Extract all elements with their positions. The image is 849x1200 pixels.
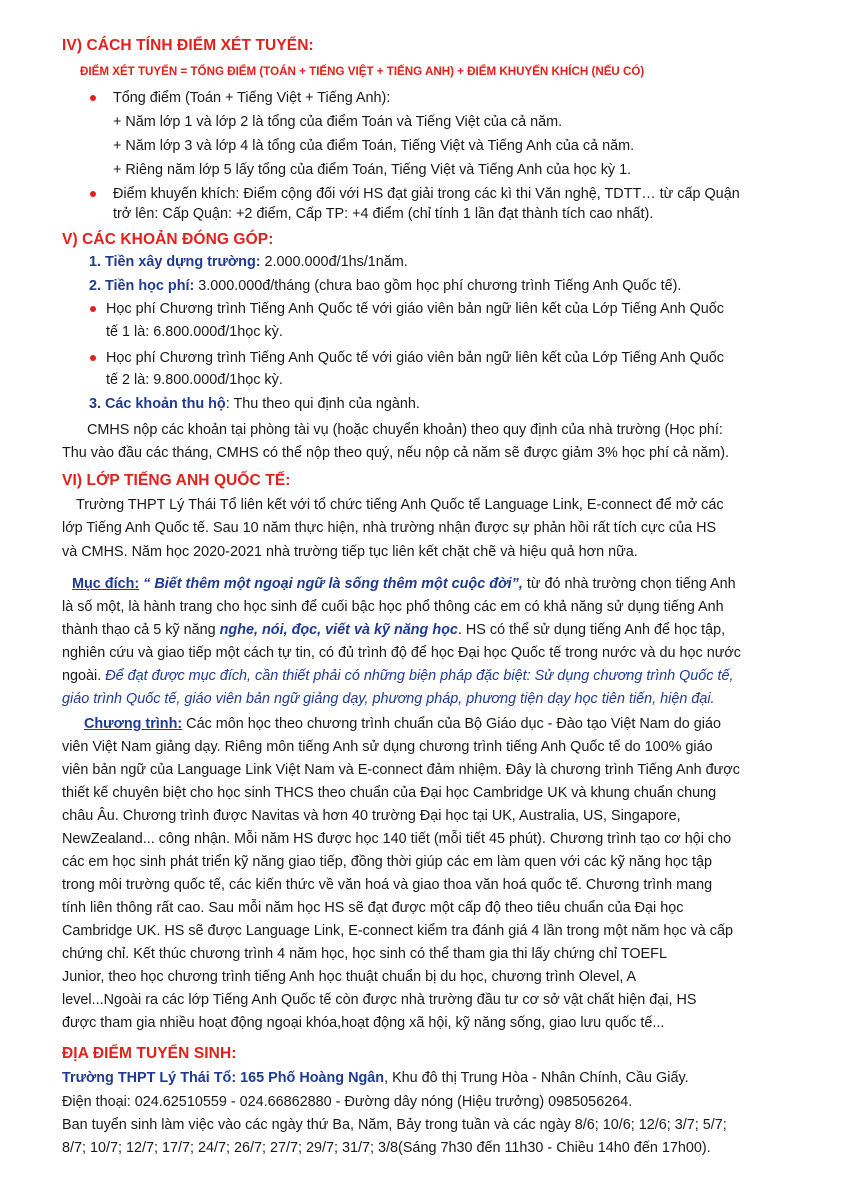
- venue-schedule-line: Ban tuyển sinh làm việc vào các ngày thứ Ba, Năm, Bảy trong tuần và các ngày 8/6; 10/6; 12/6; 3/7; 5/7;: [62, 1117, 727, 1133]
- fee-label: 1. Tiền xây dựng trường:: [89, 254, 261, 270]
- purpose-text: thành thạo cả 5 kỹ năng: [62, 622, 220, 638]
- section-4-heading: IV) CÁCH TÍNH ĐIỂM XÉT TUYỂN:: [62, 37, 314, 54]
- intl-intro-line: Trường THPT Lý Thái Tổ liên kết với tổ chức tiếng Anh Quốc tế Language Link, E-connect để mở các: [76, 497, 724, 513]
- purpose-label: Mục đích:: [72, 576, 140, 592]
- fee-item-collections: [89, 394, 420, 414]
- purpose-skills: nghe, nói, đọc, viết và kỹ năng học: [219, 622, 458, 638]
- program-line: [84, 714, 721, 734]
- intl-intro-line: lớp Tiếng Anh Quốc tế. Sau 10 năm thực hiện, nhà trường nhận được sự phản hồi rất tích cực của HS: [62, 520, 717, 536]
- total-score-item: + Năm lớp 1 và lớp 2 là tổng của điểm Toán và Tiếng Việt của cả năm.: [113, 114, 563, 130]
- program-line: viên Việt Nam giảng dạy. Riêng môn tiếng Anh sử dụng chương trình tiếng Anh Quốc tế do 100% giáo: [62, 739, 713, 755]
- bullet-icon: [90, 306, 96, 312]
- program-line: NewZealand... công nhận. Mỗi năm HS được học 140 tiết (mỗi tiết 45 phút). Chương trình tạo cơ hội cho: [62, 831, 732, 847]
- program-line: trong môi trường quốc tế, các kiến thức về văn hoá và giao thoa văn hoá quốc tế. Chương trình mang: [62, 877, 713, 893]
- total-score-item: + Năm lớp 3 và lớp 4 là tổng của điểm Toán, Tiếng Việt và Tiếng Anh của cả năm.: [113, 138, 635, 154]
- school-name: Trường THPT Lý Thái Tổ: 165 Phố Hoàng Ngân: [62, 1070, 385, 1086]
- purpose-text: . HS có thể sử dụng tiếng Anh để học tập,: [457, 622, 726, 638]
- purpose-line: [72, 574, 736, 594]
- bullet-icon: [90, 95, 96, 101]
- program-label: Chương trình:: [84, 716, 183, 732]
- program-line: được tham gia nhiều hoạt động ngoại khóa,hoạt động xã hội, kỹ năng sống, giao lưu quốc tế...: [62, 1015, 665, 1031]
- bonus-score-line: Điểm khuyến khích: Điểm cộng đối với HS đạt giải trong các kì thi Văn nghệ, TDTT… từ cấp Quận: [113, 186, 740, 202]
- bullet-icon: [90, 355, 96, 361]
- payment-note-line: Thu vào đầu các tháng, CMHS có thể nộp theo quý, nếu nộp cả năm sẽ được giảm 3% học phí cả năm).: [62, 445, 730, 461]
- bonus-score-line: trở lên: Cấp Quận: +2 điểm, Cấp TP: +4 điểm (chỉ tính 1 lần đạt thành tích cao nhất).: [113, 206, 654, 222]
- program-line: chứng chỉ. Kết thúc chương trình 4 năm học, học sinh có thể tham gia thi lấy chứng chỉ TOEFL: [62, 946, 667, 962]
- venue-heading: ĐỊA ĐIỂM TUYỂN SINH:: [62, 1045, 237, 1062]
- score-formula: ĐIỂM XÉT TUYỂN = TỔNG ĐIỂM (TOÁN + TIẾNG VIỆT + TIẾNG ANH) + ĐIỂM KHUYẾN KHÍCH (NẾU CÓ): [80, 65, 645, 78]
- fee-label: 2. Tiền học phí:: [89, 278, 195, 294]
- program-line: các em học sinh phát triển kỹ năng giao tiếp, đồng thời giúp các em làm quen với các kỹ năng học tập: [62, 854, 713, 870]
- program-line: Cambridge UK. HS sẽ được Language Link, E-connect kiểm tra đánh giá 4 lần trong một năm học và cấp: [62, 923, 734, 939]
- purpose-text: từ đó nhà trường chọn tiếng Anh: [522, 576, 736, 592]
- intl-fee-2-line: Học phí Chương trình Tiếng Anh Quốc tế với giáo viên bản ngữ liên kết của Lớp Tiếng Anh Quốc: [106, 350, 724, 366]
- venue-address: [62, 1068, 689, 1088]
- intl-intro-line: và CMHS. Năm học 2020-2021 nhà trường tiếp tục liên kết chặt chẽ và hiệu quả hơn nữa.: [62, 544, 638, 560]
- program-line: thiết kế chuyên biệt cho học sinh THCS theo chuẩn của Đại học Cambridge UK và khung chuẩn chung: [62, 785, 717, 801]
- payment-note-line: CMHS nộp các khoản tại phòng tài vụ (hoặc chuyển khoản) theo quy định của nhà trường (Học phí:: [87, 422, 723, 438]
- section-6-heading: VI) LỚP TIẾNG ANH QUỐC TẾ:: [62, 472, 291, 489]
- intl-fee-1-line: Học phí Chương trình Tiếng Anh Quốc tế với giáo viên bản ngữ liên kết của Lớp Tiếng Anh Quốc: [106, 301, 724, 317]
- total-score-intro: Tổng điểm (Toán + Tiếng Việt + Tiếng Anh):: [113, 90, 391, 106]
- purpose-line: [62, 620, 725, 640]
- purpose-quote: “ Biết thêm một ngoại ngữ là sống thêm một cuộc đời”,: [139, 576, 523, 592]
- program-line: level...Ngoài ra các lớp Tiếng Anh Quốc tế còn được nhà trường đầu tư cơ sở vật chất hiện đại, HS: [62, 992, 697, 1008]
- program-text: Các môn học theo chương trình chuẩn của Bộ Giáo dục - Đào tạo Việt Nam do giáo: [182, 716, 721, 732]
- section-5-heading: V) CÁC KHOẢN ĐÓNG GÓP:: [62, 231, 274, 248]
- fee-label: 3. Các khoản thu hộ: [89, 396, 226, 412]
- purpose-line: giáo trình Quốc tế, giáo viên bản ngữ giảng dạy, phương pháp, phương tiện dạy học tiên tiến, hiện đại.: [62, 691, 715, 707]
- program-line: viên bản ngữ của Language Link Việt Nam và E-connect đảm nhiệm. Đây là chương trình Tiếng Anh được: [62, 762, 740, 778]
- address-text: , Khu đô thị Trung Hòa - Nhân Chính, Cầu Giấy.: [384, 1070, 689, 1086]
- total-score-item: + Riêng năm lớp 5 lấy tổng của điểm Toán, Tiếng Việt và Tiếng Anh của học kỳ 1.: [113, 162, 632, 178]
- intl-fee-1-line: tế 1 là: 6.800.000đ/1học kỳ.: [106, 324, 283, 340]
- fee-item-tuition: [89, 276, 681, 296]
- purpose-line: nghiên cứu và giao tiếp một cách tự tin, có đủ trình độ để học Đại học Quốc tế trong nước và du học nước: [62, 645, 741, 661]
- program-line: tính liên thông rất cao. Sau mỗi năm học HS sẽ đạt được một cấp độ theo tiêu chuẩn của Đại học: [62, 900, 684, 916]
- fee-value: 3.000.000đ/tháng (chưa bao gồm học phí chương trình Tiếng Anh Quốc tế).: [194, 278, 682, 294]
- purpose-line: [62, 666, 734, 686]
- fee-value: 2.000.000đ/1hs/1năm.: [260, 254, 408, 270]
- fee-value: : Thu theo qui định của ngành.: [225, 396, 420, 412]
- program-line: Junior, theo học chương trình tiếng Anh học thuật chuẩn bị du học, chương trình Olevel, A: [62, 969, 637, 985]
- bullet-icon: [90, 191, 96, 197]
- program-line: châu Âu. Chương trình được Navitas và hơn 40 trường Đại học tại UK, Australia, US, Singapore,: [62, 808, 681, 824]
- venue-phone: Điện thoại: 024.62510559 - 024.66862880 - Đường dây nóng (Hiệu trưởng) 0985056264.: [62, 1094, 633, 1110]
- intl-fee-2-line: tế 2 là: 9.800.000đ/1học kỳ.: [106, 372, 283, 388]
- purpose-line: là số một, là hành trang cho học sinh để cuối bậc học phổ thông các em có khả năng sử dụng tiếng Anh: [62, 599, 724, 615]
- fee-item-construction: [89, 252, 408, 272]
- purpose-measures: Để đạt được mục đích, cần thiết phải có những biện pháp đặc biệt: Sử dụng chương trình Quốc tế,: [105, 668, 734, 684]
- venue-schedule-line: 8/7; 10/7; 12/7; 17/7; 24/7; 26/7; 27/7; 29/7; 31/7; 3/8(Sáng 7h30 đến 11h30 - Chiều 14h0 đến 17h00).: [62, 1140, 711, 1156]
- purpose-text: ngoài.: [62, 668, 106, 684]
